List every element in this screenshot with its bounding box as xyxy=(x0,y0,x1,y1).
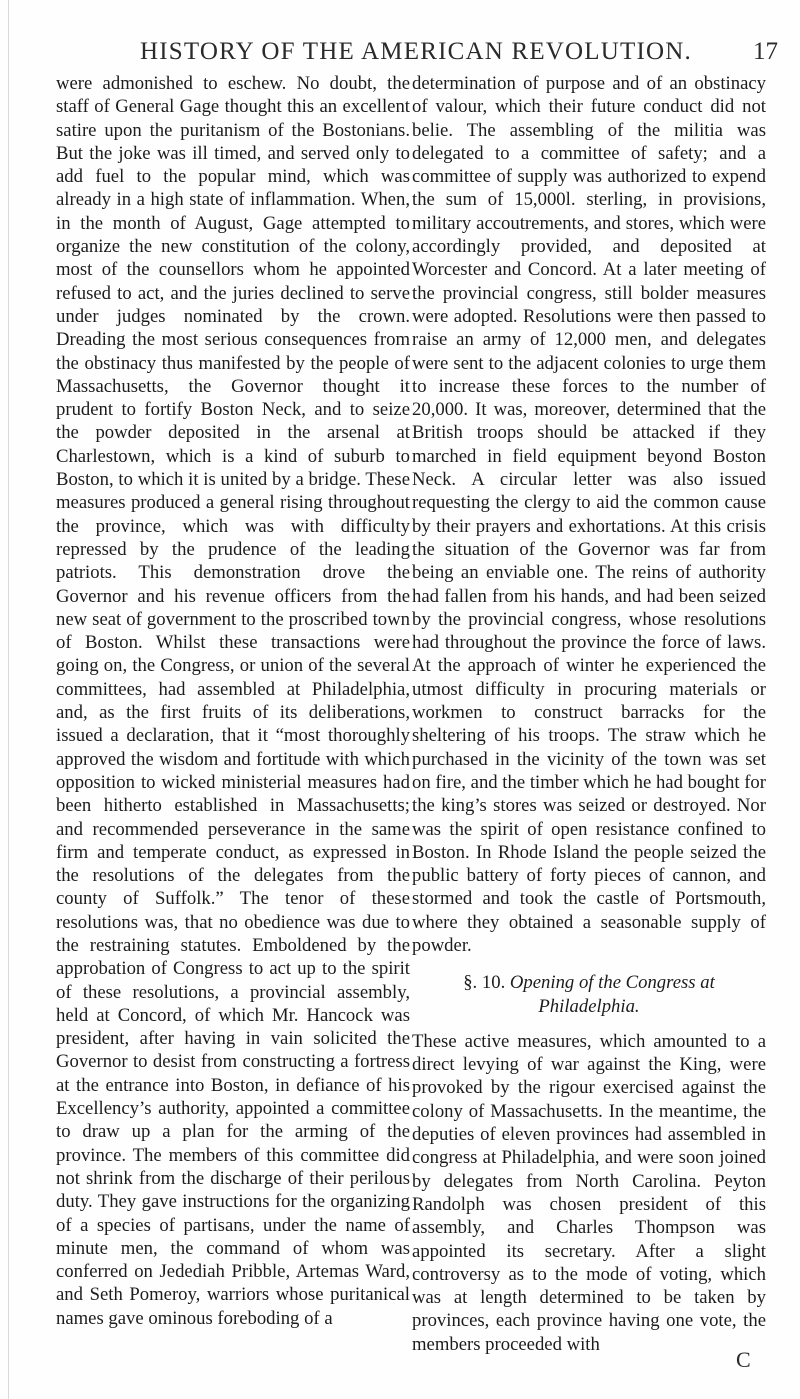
signature-mark: C xyxy=(736,1347,751,1372)
left-column xyxy=(56,72,410,1330)
right-column xyxy=(412,72,766,1356)
section-heading xyxy=(412,971,766,1018)
page-number: 17 xyxy=(753,38,778,65)
running-head xyxy=(0,38,800,72)
running-title: HISTORY OF THE AMERICAN REVOLUTION. xyxy=(140,38,692,65)
left-column-paragraph: were admonished to eschew. No doubt, the staff of General Gage thought this an excellent satire upon the puritanism of the Bostonians. But the joke was ill timed, and served only to add fuel to the popular mind, which was already in a high state of inflammation. When, in the month of August, Gage attempted to organize the new constitution of the colony, most of the counsellors whom he appointed refused to act, and the juries declined to serve under judges nominated by the crown. Dreading the most serious consequences from the obstinacy thus manifested by the people of Massachusetts, the Governor thought it prudent to fortify Boston Neck, and to seize the powder deposited in the arsenal at Charlestown, which is a kind of suburb to Boston, to which it is united by a bridge. These measures produced a general rising throughout the province, which was with difficulty repressed by the prudence of the leading patriots. This demonstration drove the Governor and his revenue officers from the new seat of government to the proscribed town of Boston. Whilst these transactions were going on, the Congress, or union of the several committees, had assembled at Philadelphia, and, as the first fruits of its deliberations, issued a declaration, that it “most thoroughly approved the wisdom and fortitude with which opposition to wicked ministerial measures had been hitherto established in Massachusetts; and recommended perseverance in the same firm and temperate conduct, as expressed in the resolutions of the delegates from the county of Suffolk.” The tenor of these resolutions was, that no obedience was due to the restraining statutes. Emboldened by the approbation of Congress to act up to the spirit of these resolutions, a provincial assembly, held at Concord, of which Mr. Hancock was president, after having in vain solicited the Governor to desist from constructing a fortress at the entrance into Boston, in defiance of his Excellency’s authority, appointed a committee to draw up a plan for the arming of the province. The members of this committee did not shrink from the discharge of their perilous duty. They gave instructions for the organizing of a species of partisans, under the name of minute men, the command of whom was conferred on Jedediah Pribble, Artemas Ward, and Seth Pomeroy, warriors whose puritanical names gave ominous foreboding of a xyxy=(56,73,410,1329)
right-column-paragraph-2: These active measures, which amounted to a direct levying of war against the King, were provoked by the rigour exercised against the colony of Massachusetts. In the meantime, the deputies of eleven provinces had assembled in congress at Philadelphia, and were soon joined by delegates from North Carolina. Peyton Randolph was chosen president of this assembly, and Charles Thompson was appointed its secretary. After a slight controversy as to the mode of voting, which was at length determined to be taken by provinces, each province having one vote, the members proceeded with xyxy=(412,1030,766,1355)
right-column-paragraph-1: determination of purpose and of an obstinacy of valour, which their future conduct did not belie. The assembling of the militia was delegated to a committee of safety; and a committee of supply was authorized to expend the sum of 15,000l. sterling, in provisions, military accoutrements, and stores, which were accordingly provided, and deposited at Worcester and Concord. At a later meeting of the provincial congress, still bolder measures were adopted. Resolutions were then passed to raise an army of 12,000 men, and delegates were sent to the adjacent colonies to urge them to increase these forces to the number of 20,000. It was, moreover, determined that the British troops should be attacked if they marched in field equipment beyond Boston Neck. A circular letter was also issued requesting the clergy to aid the common cause by their prayers and exhortations. At this crisis the situation of the Governor was far from being an enviable one. The reins of authority had fallen from his hands, and had been seized by the provincial congress, whose resolutions had throughout the province the force of laws. At the approach of winter he experienced the utmost difficulty in procuring materials or workmen to construct barracks for the sheltering of his troops. The straw which he purchased in the vicinity of the town was set on fire, and the timber which he had bought for the king’s stores was seized or destroyed. Nor was the spirit of open resistance confined to Boston. In Rhode Island the people seized the public battery of forty pieces of cannon, and stormed and took the castle of Portsmouth, where they obtained a seasonable supply of powder. xyxy=(412,73,766,956)
section-title: Opening of the Congress at Philadelphia. xyxy=(509,972,715,1017)
section-number: §. 10. xyxy=(463,972,506,994)
page-edge-line xyxy=(8,0,9,1399)
